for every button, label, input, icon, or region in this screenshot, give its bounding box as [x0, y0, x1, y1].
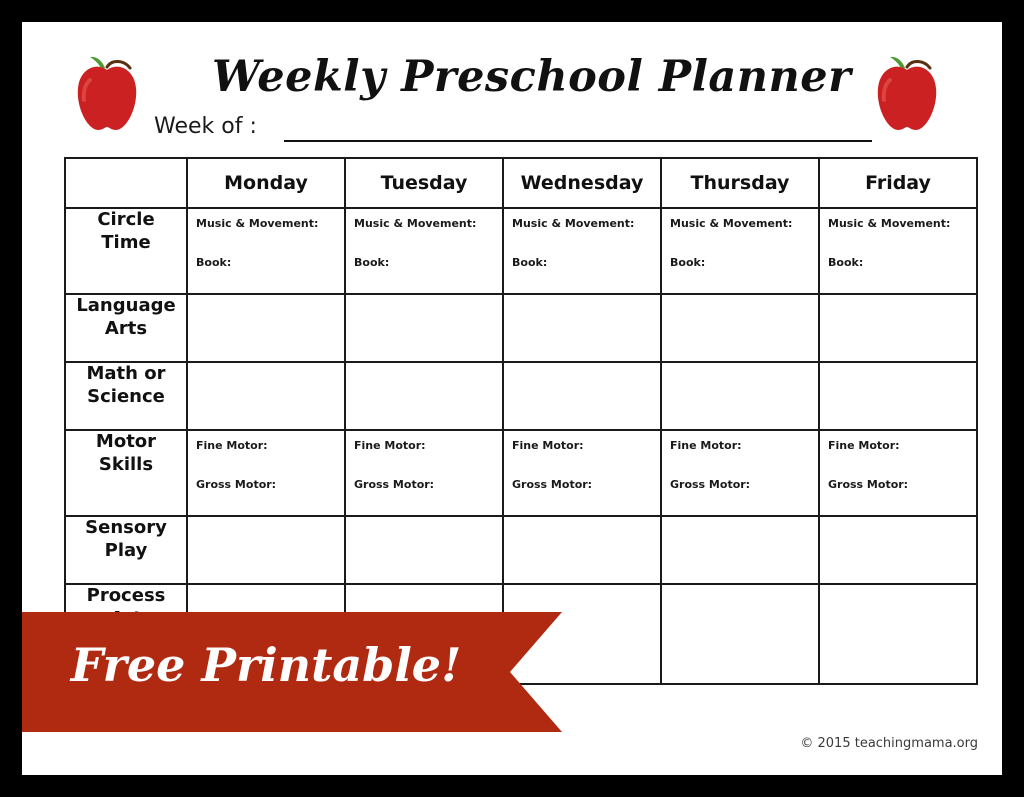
subfield-gross-motor: Gross Motor: — [512, 478, 593, 491]
cell-sensory-play-monday[interactable] — [187, 516, 345, 584]
cell-circle-time-tuesday[interactable] — [345, 208, 503, 294]
apple-icon — [72, 54, 142, 132]
table-row-math-or-science — [65, 362, 977, 430]
day-header-wednesday: Wednesday — [503, 158, 661, 208]
row-label-language-arts — [65, 294, 187, 362]
cell-circle-time-friday[interactable] — [819, 208, 977, 294]
subfield-gross-motor: Gross Motor: — [196, 478, 277, 491]
subfield-book: Book: — [196, 256, 232, 269]
table-header-row-group — [65, 158, 977, 208]
cell-math-or-science-monday[interactable] — [187, 362, 345, 430]
subfield-gross-motor: Gross Motor: — [828, 478, 909, 491]
weekly-planner-table — [64, 157, 978, 685]
day-header-tuesday: Tuesday — [345, 158, 503, 208]
cell-motor-skills-wednesday[interactable] — [503, 430, 661, 516]
table-row-language-arts — [65, 294, 977, 362]
subfield-gross-motor: Gross Motor: — [670, 478, 751, 491]
row-label-line-2: Arts — [104, 317, 148, 339]
table-header-row — [65, 158, 977, 208]
row-label-line-1: Circle — [97, 209, 155, 230]
cell-language-arts-thursday[interactable] — [661, 294, 819, 362]
cell-language-arts-monday[interactable] — [187, 294, 345, 362]
table-row-circle-time — [65, 208, 977, 294]
cell-math-or-science-friday[interactable] — [819, 362, 977, 430]
cell-process-art-thursday[interactable] — [661, 584, 819, 684]
table-row-sensory-play — [65, 516, 977, 584]
cell-math-or-science-wednesday[interactable] — [503, 362, 661, 430]
row-label-motor-skills — [65, 430, 187, 516]
row-label-line-2: Skills — [98, 453, 154, 475]
cell-circle-time-thursday[interactable] — [661, 208, 819, 294]
subfield-book: Book: — [670, 256, 706, 269]
copyright-text: © 2015 teachingmama.org — [800, 736, 978, 751]
cell-language-arts-tuesday[interactable] — [345, 294, 503, 362]
subfield-book: Book: — [354, 256, 390, 269]
row-label-line-1: Language — [76, 295, 176, 316]
subfield-fine-motor: Fine Motor: — [512, 439, 584, 452]
cell-motor-skills-thursday[interactable] — [661, 430, 819, 516]
day-header-monday: Monday — [187, 158, 345, 208]
cell-math-or-science-tuesday[interactable] — [345, 362, 503, 430]
week-of-label: Week of : — [154, 114, 257, 139]
row-label-line-1: Process — [86, 585, 166, 606]
subfield-music-movement: Music & Movement: — [828, 217, 951, 230]
ribbon-label: Free Printable! — [70, 638, 462, 692]
cell-language-arts-friday[interactable] — [819, 294, 977, 362]
row-label-line-2: Time — [101, 231, 151, 253]
day-header-thursday: Thursday — [661, 158, 819, 208]
cell-sensory-play-tuesday[interactable] — [345, 516, 503, 584]
subfield-fine-motor: Fine Motor: — [670, 439, 742, 452]
row-label-sensory-play — [65, 516, 187, 584]
subfield-fine-motor: Fine Motor: — [828, 439, 900, 452]
cell-sensory-play-thursday[interactable] — [661, 516, 819, 584]
table-corner-cell — [65, 158, 187, 208]
subfield-music-movement: Music & Movement: — [354, 217, 477, 230]
printable-planner-sheet — [22, 22, 1002, 775]
cell-motor-skills-monday[interactable] — [187, 430, 345, 516]
subfield-book: Book: — [512, 256, 548, 269]
row-label-line-1: Motor — [95, 431, 157, 452]
cell-circle-time-monday[interactable] — [187, 208, 345, 294]
subfield-music-movement: Music & Movement: — [670, 217, 793, 230]
week-of-field[interactable] — [154, 114, 874, 148]
cell-motor-skills-friday[interactable] — [819, 430, 977, 516]
cell-circle-time-wednesday[interactable] — [503, 208, 661, 294]
row-label-line-1: Sensory — [85, 517, 167, 538]
row-label-line-2: Play — [104, 539, 148, 561]
apple-icon — [872, 54, 942, 132]
row-label-math-or-science — [65, 362, 187, 430]
page-title: Weekly Preschool Planner — [212, 52, 852, 102]
subfield-music-movement: Music & Movement: — [196, 217, 319, 230]
subfield-book: Book: — [828, 256, 864, 269]
subfield-music-movement: Music & Movement: — [512, 217, 635, 230]
subfield-gross-motor: Gross Motor: — [354, 478, 435, 491]
planner-header — [22, 22, 1002, 157]
day-header-friday: Friday — [819, 158, 977, 208]
subfield-fine-motor: Fine Motor: — [354, 439, 426, 452]
cell-sensory-play-friday[interactable] — [819, 516, 977, 584]
cell-motor-skills-tuesday[interactable] — [345, 430, 503, 516]
row-label-line-1: Math or — [86, 363, 166, 384]
free-printable-ribbon — [22, 612, 562, 732]
week-of-write-line[interactable] — [284, 140, 872, 142]
row-label-circle-time — [65, 208, 187, 294]
row-label-line-2: Science — [87, 385, 165, 407]
subfield-fine-motor: Fine Motor: — [196, 439, 268, 452]
table-row-motor-skills — [65, 430, 977, 516]
cell-math-or-science-thursday[interactable] — [661, 362, 819, 430]
cell-sensory-play-wednesday[interactable] — [503, 516, 661, 584]
cell-language-arts-wednesday[interactable] — [503, 294, 661, 362]
cell-process-art-friday[interactable] — [819, 584, 977, 684]
